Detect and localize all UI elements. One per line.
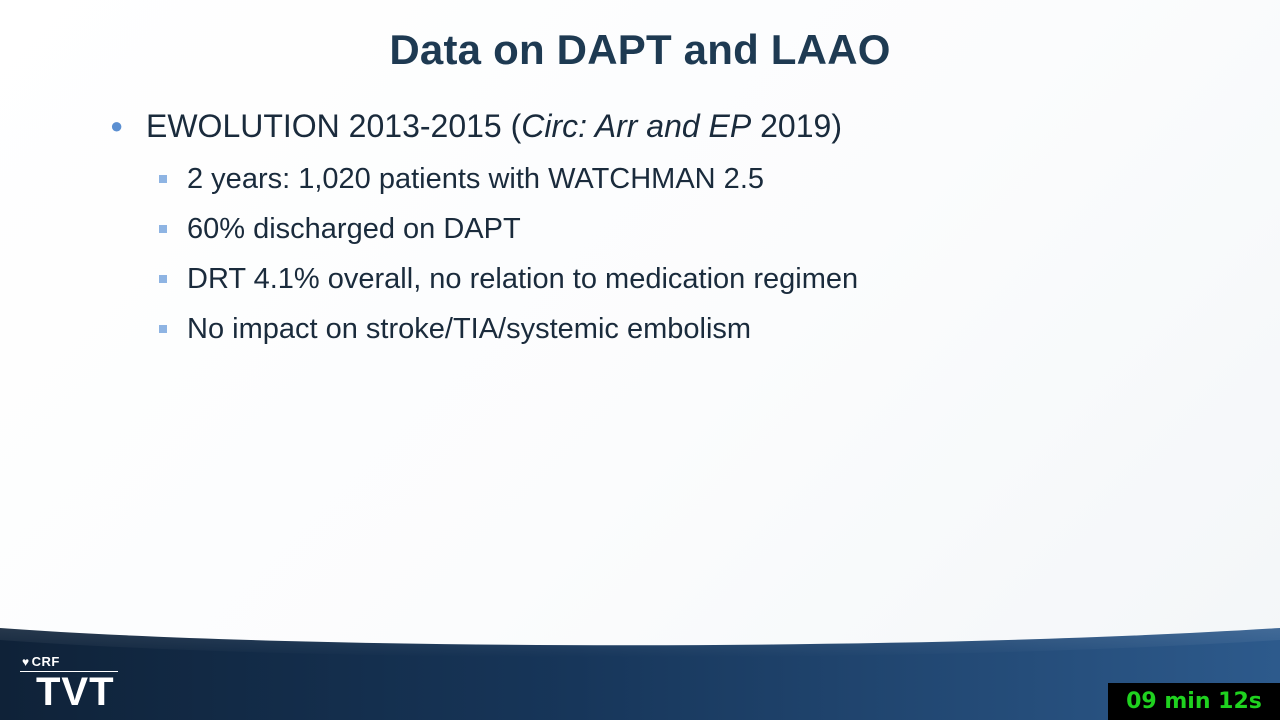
- main-bullet-prefix: EWOLUTION 2013-2015 (: [146, 108, 522, 144]
- sub-bullet-text: DRT 4.1% overall, no relation to medication regimen: [187, 263, 859, 295]
- sub-bullet-text: 60% discharged on DAPT: [187, 213, 521, 245]
- main-bullet-journal: Circ: Arr and EP: [521, 108, 752, 144]
- crf-wordmark: ♥ CRF: [22, 654, 60, 669]
- tvt-wordmark: TVT: [36, 670, 115, 714]
- crf-heart-icon: ♥: [22, 655, 30, 669]
- slide-title: Data on DAPT and LAAO: [389, 26, 891, 73]
- countdown-timer: 09 min 12s: [1108, 683, 1280, 720]
- sub-bullet-text: No impact on stroke/TIA/systemic embolism: [187, 313, 752, 345]
- crf-tvt-logo: [20, 654, 130, 714]
- sub-bullet-text: 2 years: 1,020 patients with WATCHMAN 2.5: [187, 163, 764, 195]
- main-bullet-suffix: 2019): [751, 108, 842, 144]
- round-bullet-icon: ●: [110, 113, 124, 138]
